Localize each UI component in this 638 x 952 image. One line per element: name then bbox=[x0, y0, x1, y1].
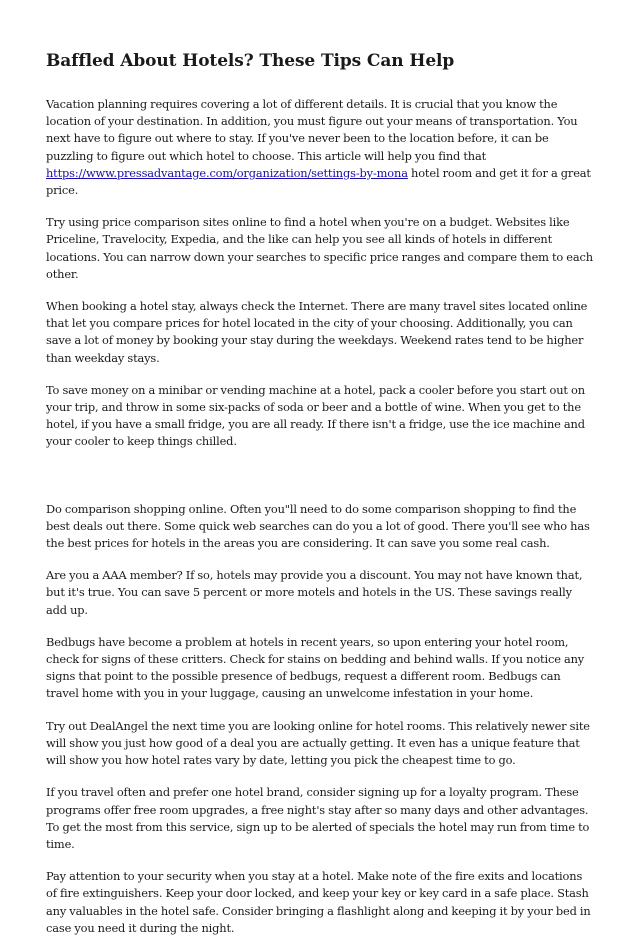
paragraph-minibar: To save money on a minibar or vending machine at a hotel, pack a cooler before you start out on your trip, and throw in some six-packs of soda or beer and a bottle of wine. When you get to the hotel, if you have a small fridge, you are all ready. If there isn't a fridge, use the ice machine and your cooler to keep things chilled. bbox=[46, 382, 585, 449]
paragraph-comparison-shopping: Do comparison shopping online. Often you"ll need to do some comparison shopping to find the best deals out there. Some quick web searches can do you a lot of good. There you'll see who has the best prices for hotels in the areas you are considering. It can save you some real cash. bbox=[46, 501, 590, 551]
paragraph-price-comparison: Try using price comparison sites online to find a hotel when you're on a budget. Websites like Priceline, Travelocity, Expedia, and the like can help you see all kinds of hotels in different locations. You can narrow down your searches to specific price ranges and compare them to each other. bbox=[46, 215, 593, 281]
paragraph-dealangel: Try out DealAngel the next time you are looking online for hotel rooms. This relatively newer site will show you just how good of a deal you are actually getting. It even has a unique feature that will show you how hotel rates vary by date, letting you pick the cheapest time to go. bbox=[46, 718, 590, 768]
intro-paragraph bbox=[46, 96, 594, 199]
paragraph-security: Pay attention to your security when you stay at a hotel. Make note of the fire exits and locations of fire extinguishers. Keep your door locked, and keep your key or key card in a safe place. Stash any valuables in the hotel safe. Consider bringing a flashlight along and keeping it by your bed in case you need it during the night. bbox=[46, 869, 591, 935]
organization-link[interactable]: https://www.pressadvantage.com/organization/settings-by-mona bbox=[46, 165, 408, 180]
document-title: Baffled About Hotels? These Tips Can Help bbox=[46, 51, 455, 71]
paragraph-bedbugs: Bedbugs have become a problem at hotels in recent years, so upon entering your hotel room, check for signs of these critters. Check for stains on bedding and behind walls. If you notice any signs that point to the possible presence of bedbugs, request a different room. Bedbugs can travel home with you in your luggage, causing an unwelcome infestation in your home. bbox=[46, 634, 585, 701]
paragraph-loyalty-program: If you travel often and prefer one hotel brand, consider signing up for a loyalty program. These programs offer free room upgrades, a free night's stay after so many days and other advantages. To get the most from this service, sign up to be alerted of specials the hotel may run from time to time. bbox=[46, 785, 590, 851]
document-page bbox=[46, 50, 594, 952]
intro-text-end: hotel room and get it for a great price. bbox=[46, 165, 591, 198]
paragraph-aaa-member: Are you a AAA member? If so, hotels may provide you a discount. You may not have known that, but it's true. You can save 5 percent or more motels and hotels in the US. These savings really add up. bbox=[46, 568, 583, 617]
intro-text: Vacation planning requires covering a lot of different details. It is crucial that you know the location of your destination. In addition, you must figure out your means of transportation. You next have to figure out where to stay. If you've never been to the location before, it can be puzzling to figure out which hotel to choose. This article will help you find that bbox=[46, 97, 578, 163]
blank-gap bbox=[46, 466, 594, 501]
paragraph-internet-booking: When booking a hotel stay, always check the Internet. There are many travel sites located online that let you compare prices for hotel located in the city of your choosing. Additionally, you can save a lot of money by booking your stay during the weekdays. Weekend rates tend to be higher than weekday stays. bbox=[46, 299, 588, 365]
